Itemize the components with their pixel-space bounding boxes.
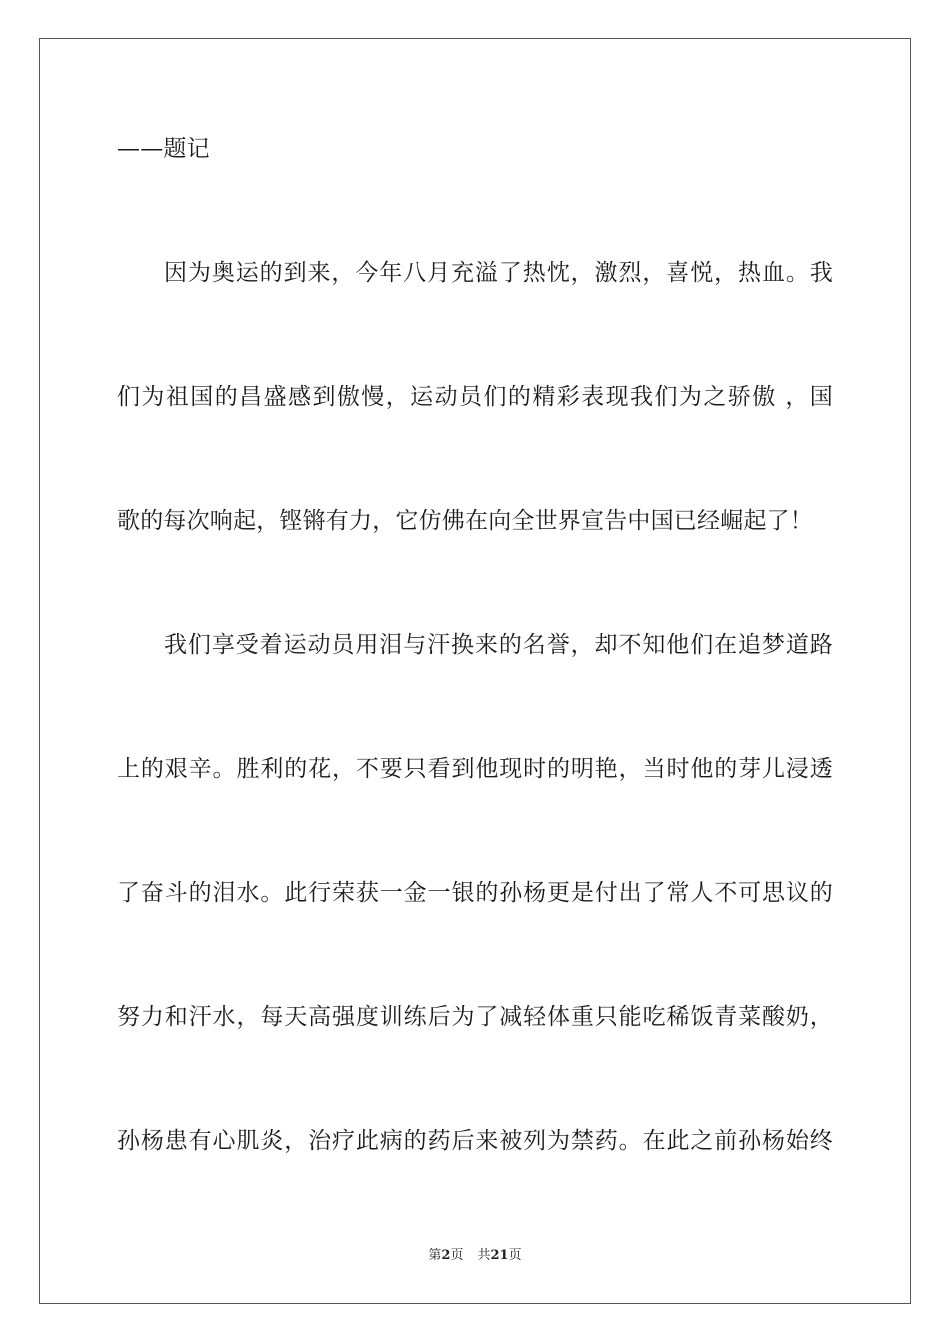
total-suffix: 页 (508, 1248, 522, 1263)
paragraph-1-line-1: 因为奥运的到来，今年八月充溢了热忱，激烈，喜悦，热血。我 (164, 260, 833, 286)
page-suffix: 页 (450, 1248, 464, 1263)
paragraph-1-line-3: 歌的每次响起，铿锵有力，它仿佛在向全世界宣告中国已经崛起了！ (117, 508, 813, 534)
paragraph-2-line-4: 努力和汗水，每天高强度训练后为了减轻体重只能吃稀饭青菜酸奶， (117, 1004, 833, 1030)
page-border (39, 38, 911, 1304)
paragraph-2-line-2: 上的艰辛。胜利的花，不要只看到他现时的明艳，当时他的芽儿浸透 (117, 756, 833, 782)
paragraph-2-line-3: 了奋斗的泪水。此行荣获一金一银的孙杨更是付出了常人不可思议的 (117, 880, 833, 906)
paragraph-1-line-2: 们为祖国的昌盛感到傲慢，运动员们的精彩表现我们为之骄傲 ，国 (117, 384, 833, 410)
current-page-number: 2 (441, 1248, 451, 1263)
total-prefix: 共 (477, 1248, 491, 1263)
page-prefix: 第 (428, 1248, 442, 1263)
paragraph-2-line-5: 孙杨患有心肌炎，治疗此病的药后来被列为禁药。在此之前孙杨始终 (117, 1128, 833, 1154)
paragraph-2-line-1: 我们享受着运动员用泪与汗换来的名誉，却不知他们在追梦道路 (164, 632, 833, 658)
page-footer (0, 1247, 950, 1265)
epigraph: ——题记 (117, 136, 210, 162)
total-page-count: 21 (490, 1248, 509, 1263)
